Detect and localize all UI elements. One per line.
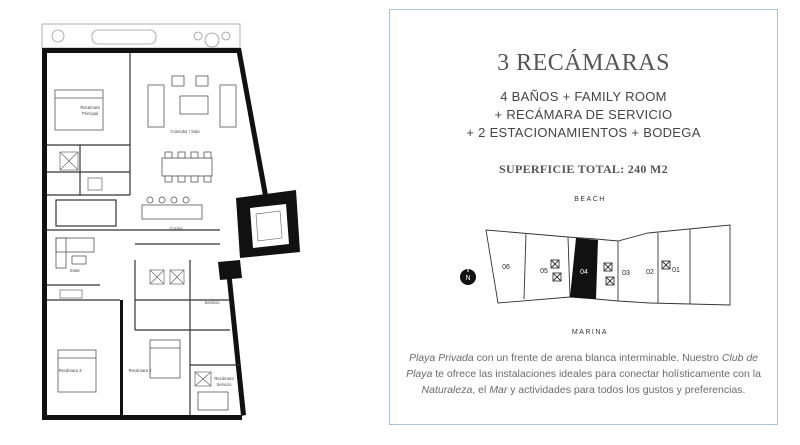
elevator-core: [218, 190, 300, 280]
description-text: Playa Privada con un frente de arena blanca interminable. Nuestro Club de Playa te ofrece las instalaciones ideales para conectar holísticamente con la Naturaleza, el Mar y actividades para todos los gustos y preferencias.: [406, 352, 761, 396]
svg-text:N: N: [465, 275, 471, 282]
unit-label[interactable]: 05: [540, 268, 548, 275]
room-label-master: Recámara Principal: [80, 105, 100, 116]
interior-walls: [47, 53, 240, 415]
room-label-service-bed: Recámara Servicio: [214, 376, 234, 387]
room-label-living: Comedor / Sala: [170, 129, 200, 134]
exterior-walls: [42, 48, 268, 420]
room-label-bed3: Recámara 3: [58, 368, 82, 373]
total-surface: SUPERFICIE TOTAL: 240 M2: [499, 162, 668, 176]
unit-label[interactable]: 06: [502, 264, 510, 271]
unit-label[interactable]: 02: [646, 269, 654, 276]
key-plan: [458, 193, 738, 338]
room-label-bed2: Recámara 2: [128, 368, 152, 373]
north-arrow-icon: [460, 269, 476, 285]
floor-plan: [0, 0, 375, 445]
feature-line: + 2 ESTACIONAMIENTOS + BODEGA: [466, 125, 701, 140]
building-outline: [486, 225, 730, 305]
feature-line: + RECÁMARA DE SERVICIO: [494, 107, 673, 122]
terrace: [42, 24, 240, 48]
info-panel: [389, 9, 778, 425]
features-list: [390, 88, 777, 142]
feature-line: 4 BAÑOS + FAMILY ROOM: [500, 89, 667, 104]
beach-label: BEACH: [574, 196, 606, 203]
unit-label[interactable]: 01: [672, 267, 680, 274]
room-label-kitchen: Cocina: [169, 226, 183, 231]
marina-label: MARINA: [571, 329, 609, 336]
furniture: [55, 76, 236, 410]
unit-label[interactable]: 03: [622, 270, 630, 277]
unit-label[interactable]: 04: [580, 269, 588, 276]
unit-type-title: 3 RECÁMARAS: [497, 50, 670, 76]
room-label-service: Servicio: [204, 300, 220, 305]
room-label-family: Estar: [70, 268, 80, 273]
